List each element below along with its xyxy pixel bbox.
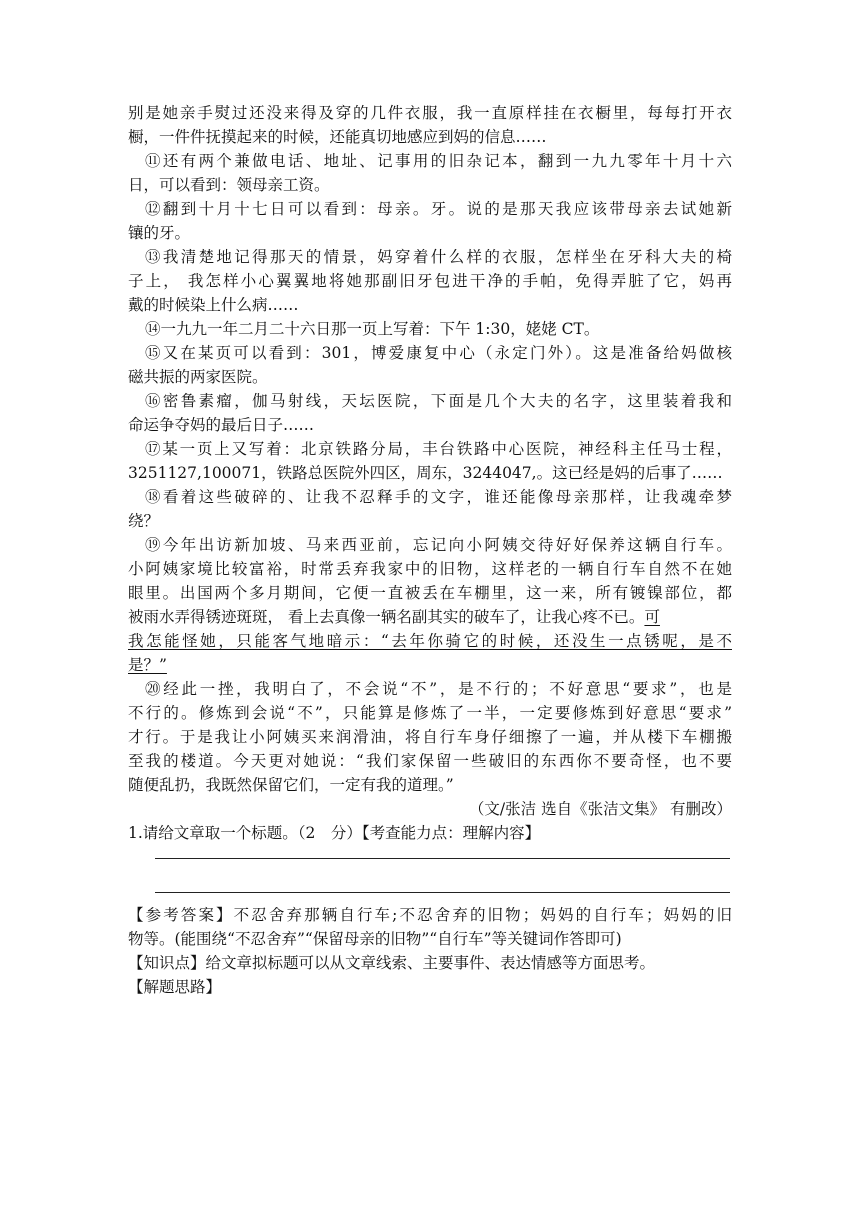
paragraph-19-start: ⑲今年出访新加坡、马来西亚前，忘记向小阿姨交待好好保养这辆自行车。: [145, 536, 732, 554]
underlined-sentence-start: 可: [644, 608, 660, 626]
article-line: 眼里。出国两个多月期间，它便一直被丢在车棚里，这一来，所有镀镍部位，都: [128, 584, 732, 602]
article-line: 别是她亲手熨过还没来得及穿的几件衣服，我一直原样挂在衣橱里，每每打开衣: [128, 104, 732, 122]
article-text: 被雨水弄得锈迹斑斑， 看上去真像一辆名副其实的破车了，让我心疼不已。: [128, 608, 645, 626]
paragraph-20-start: ⑳经此一挫，我明白了，不会说“不”，是不行的；不好意思“要求”，也是: [145, 680, 732, 698]
article-line: 戴的时候染上什么病……: [128, 296, 299, 314]
solution-approach: 【解题思路】: [128, 978, 222, 996]
article-line: 日，可以看到：领母亲工资。: [128, 176, 330, 194]
article-line: 镶的牙。: [128, 224, 191, 242]
article-line: 才行。于是我让小阿姨买来润滑油，将自行车身仔细擦了一遍，并从楼下车棚搬: [128, 728, 732, 746]
answer-blank-line-1: [155, 858, 730, 859]
article-line-with-underline: [128, 606, 732, 628]
article-source: （文/张洁 选自《张洁文集》 有删改）: [468, 800, 732, 818]
reference-answer: 【参考答案】不忍舍弃那辆自行车;不忍舍弃的旧物；妈妈的自行车；妈妈的旧: [128, 906, 732, 924]
underlined-sentence-end: 是？”: [128, 656, 167, 674]
paragraph-18-start: ⑱看着这些破碎的、让我不忍释手的文字，谁还能像母亲那样，让我魂牵梦: [145, 488, 732, 506]
paragraph-16-start: ⑯密鲁素瘤，伽马射线，天坛医院，下面是几个大夫的名字，这里装着我和: [145, 392, 732, 410]
article-line: 小阿姨家境比较富裕，时常丢弃我家中的旧物，这样老的一辆自行车自然不在她: [128, 560, 732, 578]
paragraph-11-start: ⑪还有两个兼做电话、地址、记事用的旧杂记本，翻到一九九零年十月十六: [145, 152, 732, 170]
article-line: 不行的。修炼到会说“不”，只能算是修炼了一半，一定要修炼到好意思“要求”: [128, 704, 732, 722]
paragraph-17-start: ⑰某一页上又写着：北京铁路分局，丰台铁路中心医院，神经科主任马士程，: [145, 440, 732, 458]
article-line: 3251127,100071，铁路总医院外四区，周东，3244047,。这已经是妈的后事了……: [128, 464, 723, 482]
article-line: 至我的楼道。今天更对她说：“我们家保留一些破旧的东西你不要奇怪，也不要: [128, 752, 732, 770]
paragraph-12-start: ⑫翻到十月十七日可以看到：母亲。牙。说的是那天我应该带母亲去试她新: [145, 200, 732, 218]
article-line: 命运争夺妈的最后日子……: [128, 416, 315, 434]
knowledge-point: 【知识点】给文章拟标题可以从文章线索、主要事件、表达情感等方面思考。: [128, 954, 656, 972]
paragraph-15-start: ⑮又在某页可以看到：301，博爱康复中心（永定门外）。这是准备给妈做核: [145, 344, 732, 362]
article-line: 橱，一件件抚摸起来的时候，还能真切地感应到妈的信息……: [128, 128, 547, 146]
underlined-sentence: 我怎能怪她，只能客气地暗示：“去年你骑它的时候，还没生一点锈呢，是不: [128, 632, 732, 650]
article-line: 磁共振的两家医院。: [128, 368, 268, 386]
paragraph-13-start: ⑬我清楚地记得那天的情景，妈穿着什么样的衣服，怎样坐在牙科大夫的椅: [145, 248, 732, 266]
answer-blank-line-2: [155, 892, 730, 893]
article-line: 随便乱扔，我既然保留它们，一定有我的道理。”: [128, 776, 454, 794]
reference-answer-cont: 物等。(能围绕“不忍舍弃”“保留母亲的旧物”“自行车”等关键词作答即可): [128, 930, 622, 948]
article-line: 绕？: [128, 512, 160, 530]
question-1: 1.请给文章取一个标题。（2 分）【考查能力点：理解内容】: [128, 824, 541, 842]
paragraph-14: ⑭一九九一年二月二十六日那一页上写着：下午 1:30，姥姥 CT。: [145, 320, 600, 338]
article-line: 子上， 我怎样小心翼翼地将她那副旧牙包进干净的手帕，免得弄脏了它，妈再: [128, 272, 732, 290]
